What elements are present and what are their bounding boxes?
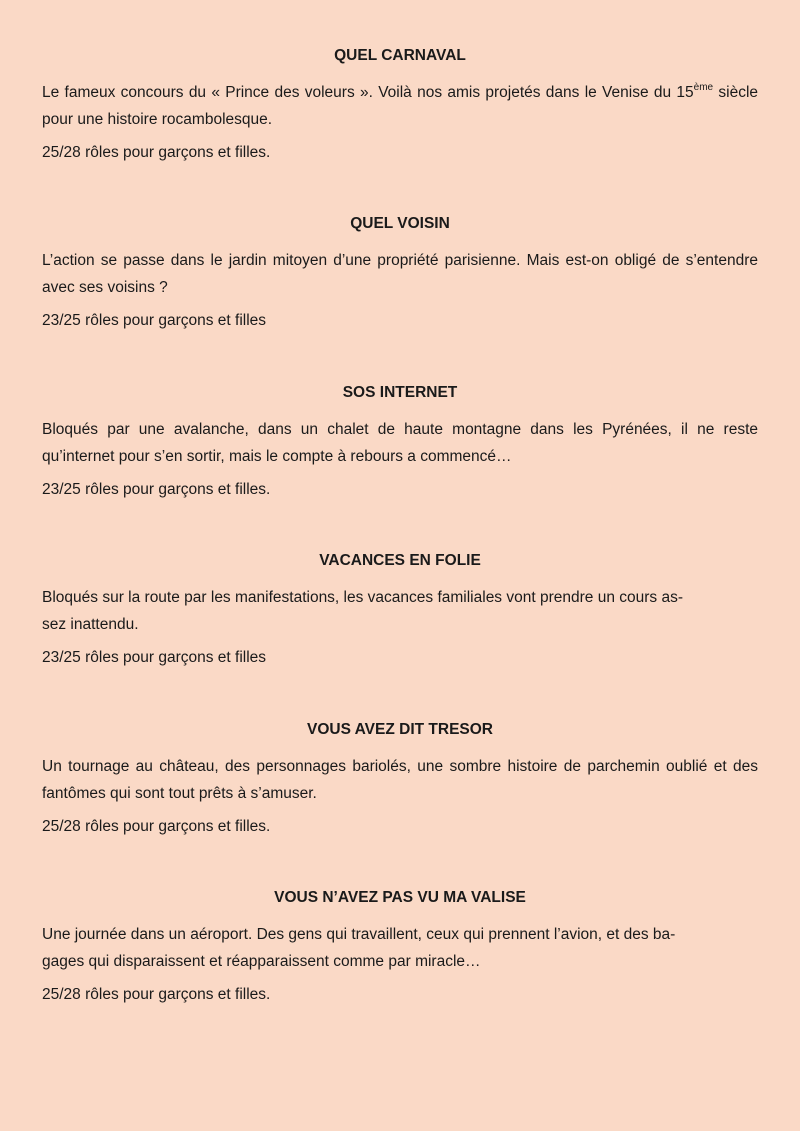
play-title: QUEL CARNAVAL <box>334 47 466 64</box>
play-description <box>42 79 758 133</box>
description-text-continued: siècle pour une histoire rocambolesque. <box>42 84 759 128</box>
play-entry-vous-avez-dit-tresor <box>42 720 758 837</box>
play-entry-vous-navez-pas-vu-ma-valise <box>42 888 758 1005</box>
play-title: QUEL VOISIN <box>350 215 450 232</box>
play-title: VACANCES EN FOLIE <box>319 552 481 569</box>
play-entry-quel-voisin <box>42 214 758 331</box>
description-line-1: Bloqués sur la route par les manifestations, les vacances familiales vont prendre un cours as- <box>42 589 683 606</box>
play-description <box>42 584 758 638</box>
roles-count: 25/28 rôles pour garçons et filles. <box>42 986 271 1003</box>
play-title: VOUS AVEZ DIT TRESOR <box>306 721 493 738</box>
roles-count: 23/25 rôles pour garçons et filles. <box>42 481 271 498</box>
play-entry-sos-internet <box>42 383 758 500</box>
description-line-1: Une journée dans un aéroport. Des gens qui travaillent, ceux qui prennent l’avion, et des ba- <box>42 926 676 943</box>
play-description: Un tournage au château, des personnages bariolés, une sombre histoire de parchemin oublié et des fantômes qui sont tout prêts à s’amuser. <box>42 758 758 802</box>
description-line-2: sez inattendu. <box>42 616 139 633</box>
superscript-text: ème <box>693 81 714 93</box>
roles-count: 25/28 rôles pour garçons et filles. <box>42 818 271 835</box>
play-title: VOUS N’AVEZ PAS VU MA VALISE <box>274 889 526 906</box>
play-entry-quel-carnaval <box>42 46 758 163</box>
play-description <box>42 921 758 975</box>
play-entry-vacances-en-folie <box>42 551 758 668</box>
roles-count: 23/25 rôles pour garçons et filles <box>42 649 267 666</box>
roles-count: 25/28 rôles pour garçons et filles. <box>42 144 271 161</box>
description-line-2: gages qui disparaissent et réapparaissent comme par miracle… <box>42 953 481 970</box>
description-text: Le fameux concours du « Prince des voleurs ». Voilà nos amis projetés dans le Venise du 15 <box>42 84 694 101</box>
roles-count: 23/25 rôles pour garçons et filles <box>42 312 267 329</box>
play-title: SOS INTERNET <box>342 384 458 401</box>
play-description: L’action se passe dans le jardin mitoyen d’une propriété parisienne. Mais est-on obligé de s’entendre avec ses voisins ? <box>42 252 758 296</box>
play-description: Bloqués par une avalanche, dans un chalet de haute montagne dans les Pyrénées, il ne reste qu’internet pour s’en sortir, mais le compte à rebours a commencé… <box>42 421 758 465</box>
